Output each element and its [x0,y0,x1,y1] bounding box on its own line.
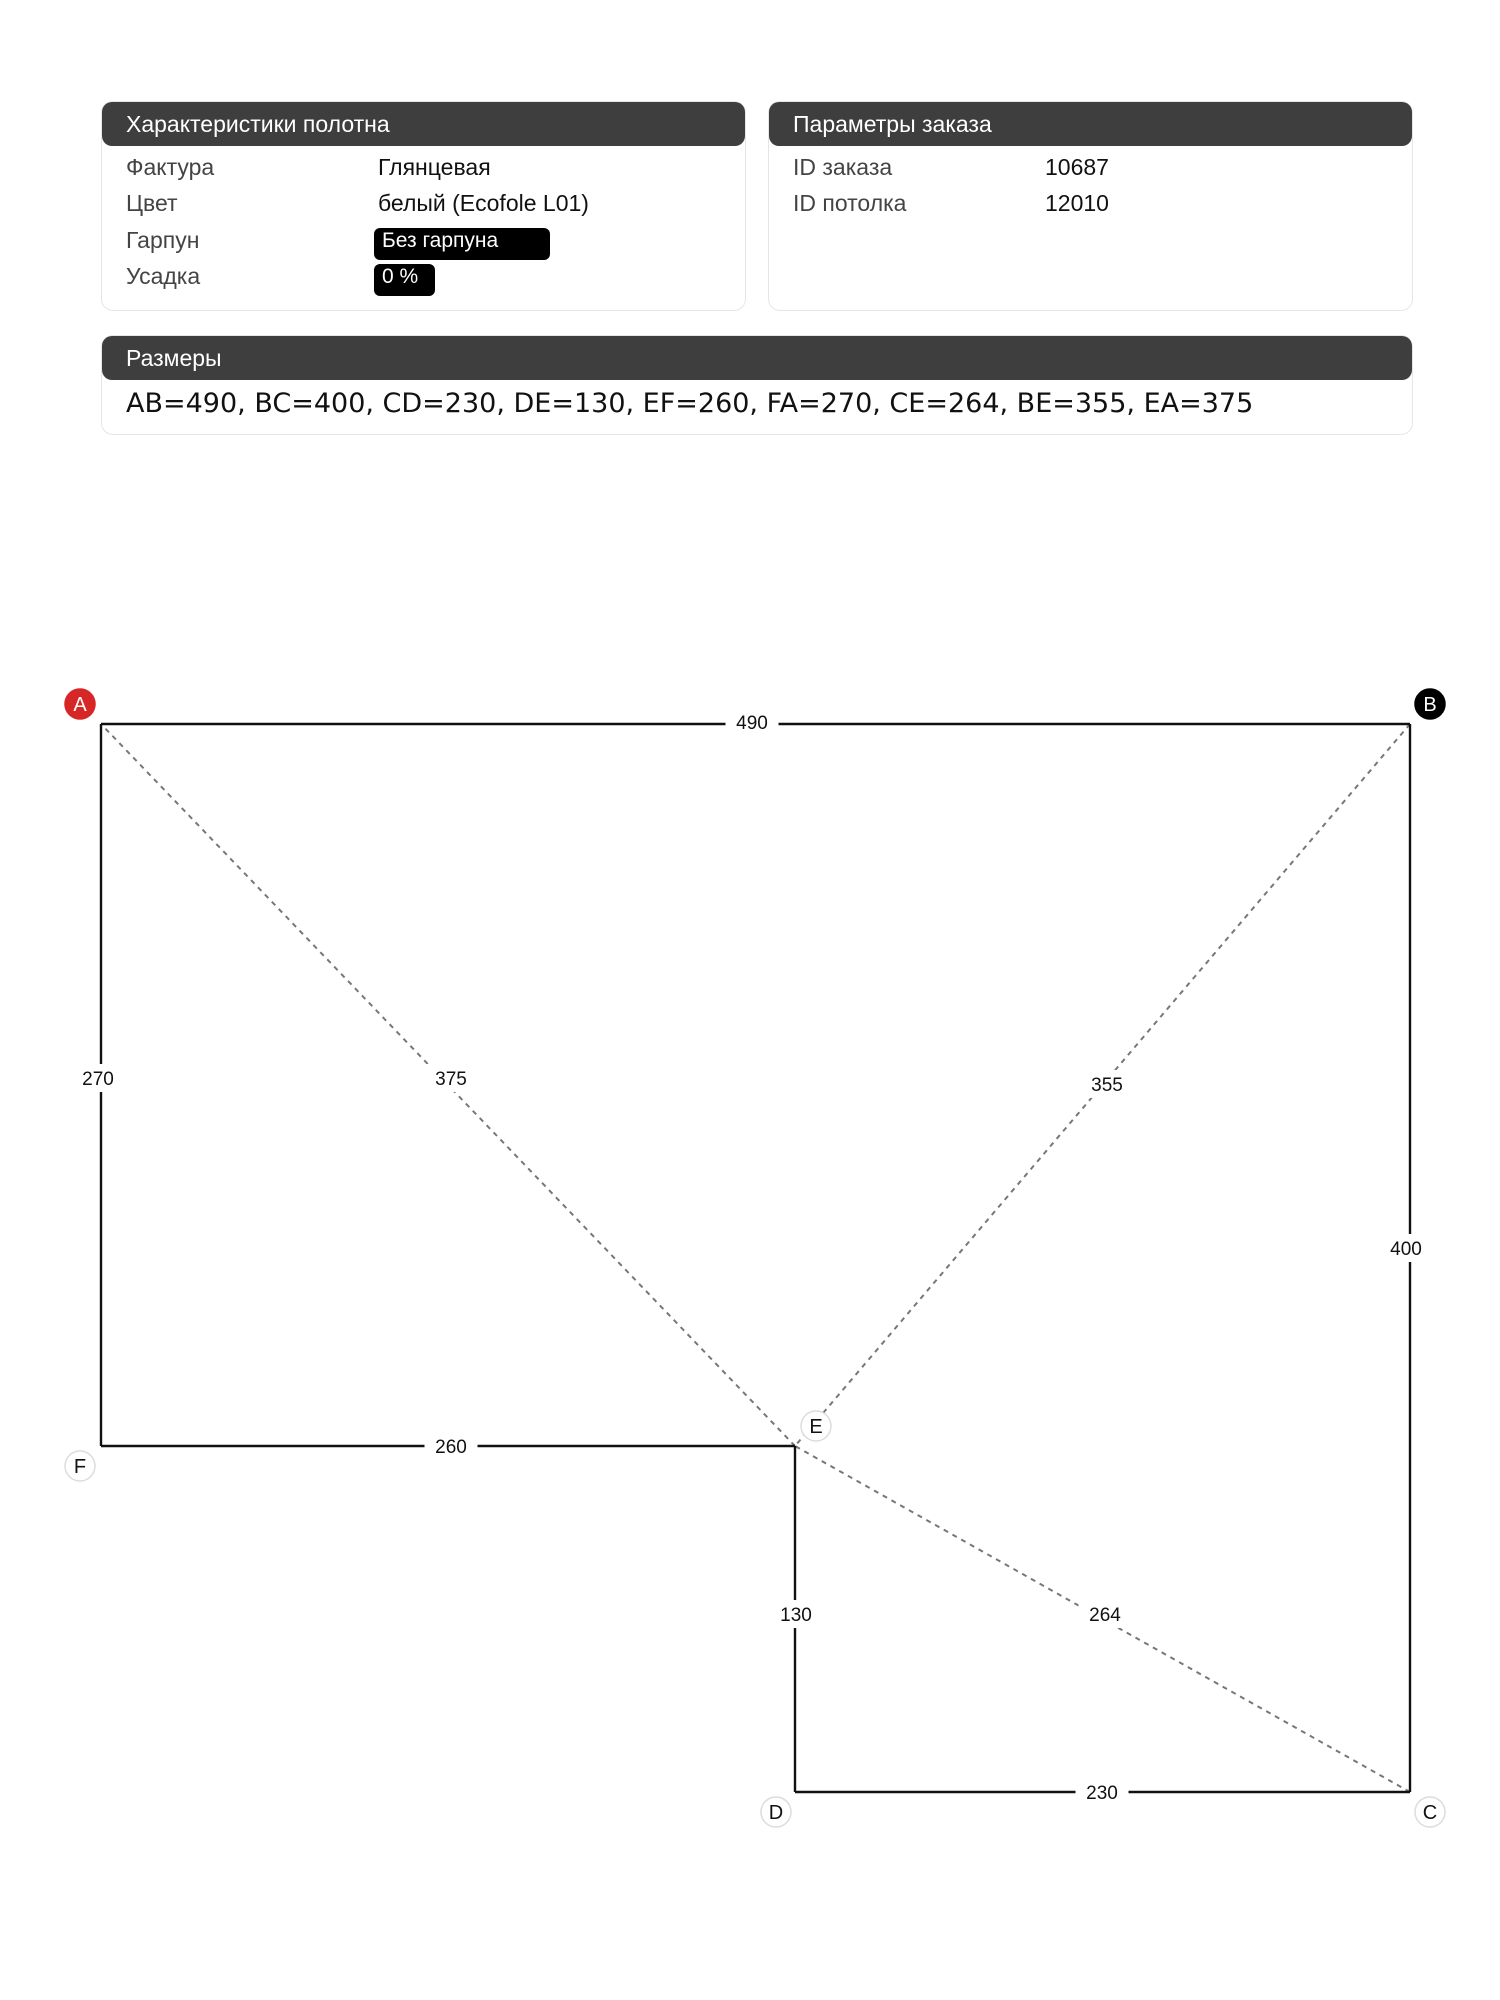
vertex-label-E: E [809,1416,823,1438]
ceiling-id-label: ID потолка [793,190,907,216]
harpoon-label: Гарпун [126,227,200,253]
sizes-title: Размеры [102,336,1412,380]
order-id-value: 10687 [1045,154,1109,180]
shrinkage-label: Усадка [126,263,201,289]
length-label-EF: 260 [435,1437,467,1458]
color-label: Цвет [126,190,178,216]
length-label-FA: 270 [82,1069,114,1090]
canvas-spec-title: Характеристики полотна [102,102,745,146]
texture-label: Фактура [126,154,215,180]
vertex-label-F: F [73,1456,87,1478]
shrinkage-badge: 0 % [374,264,435,296]
vertex-label-C: C [1422,1802,1438,1824]
sizes-text: AB=490, BC=400, CD=230, DE=130, EF=260, FA=270, CE=264, BE=355, EA=375 [126,388,1254,419]
length-label-BE: 355 [1091,1075,1123,1096]
length-label-CD: 230 [1086,1783,1118,1804]
length-label-AB: 490 [736,713,768,734]
length-label-DE: 130 [780,1605,812,1626]
order-id-label: ID заказа [793,154,893,180]
vertex-label-D: D [768,1802,784,1824]
length-label-BC: 400 [1390,1239,1422,1260]
order-title: Параметры заказа [769,102,1412,146]
length-label-CE: 264 [1089,1605,1121,1626]
length-label-EA: 375 [435,1069,467,1090]
harpoon-badge: Без гарпуна [374,228,550,260]
vertex-label-B: B [1423,694,1437,716]
color-value: белый (Ecofole L01) [378,190,589,216]
ceiling-id-value: 12010 [1045,190,1109,216]
texture-value: Глянцевая [378,154,491,180]
vertex-label-A: A [73,694,87,716]
